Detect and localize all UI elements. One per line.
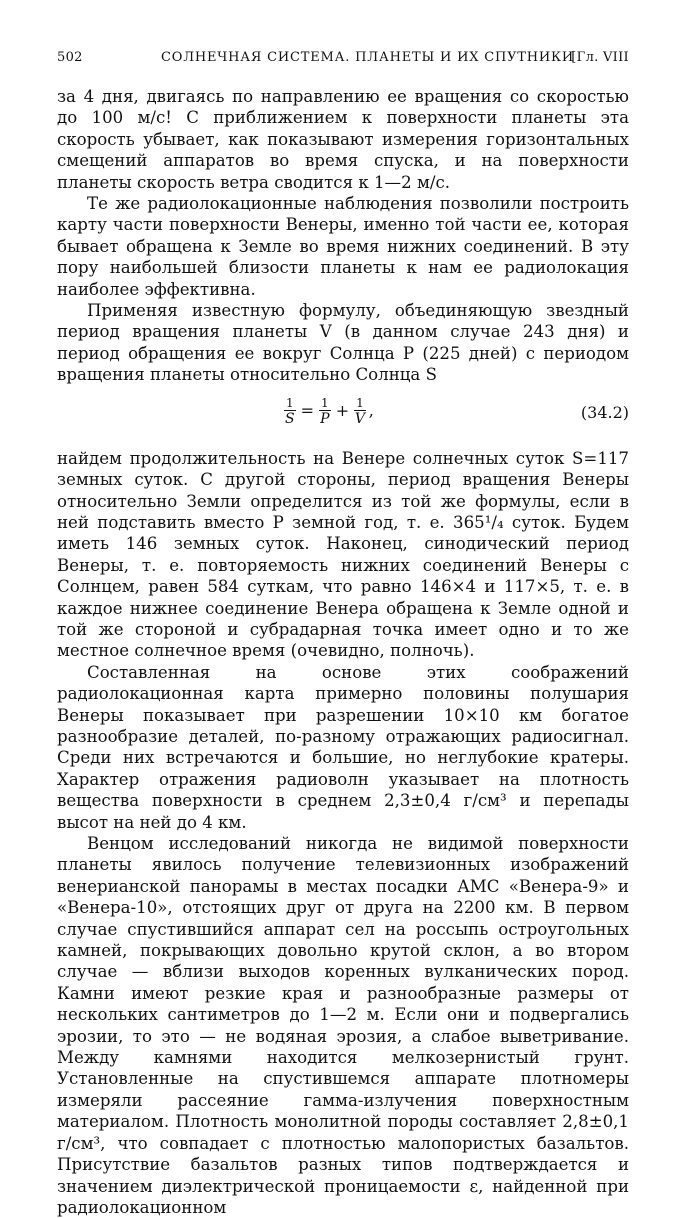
- equals-sign: =: [300, 401, 315, 421]
- paragraph: Те же радиолокационные наблюдения позволили построить карту части поверхности Венеры, именно той части ее, которая бывает обращена к Земле во время нижних соединений. В эту пору наибольшей близости планеты к нам ее радиолокация наиболее эффективна.: [57, 194, 629, 299]
- fraction-1-over-P: [319, 396, 331, 427]
- formula-34-2: [57, 390, 629, 442]
- page-number: 502: [57, 50, 83, 65]
- comma: ,: [368, 401, 374, 421]
- paragraph: Венцом исследований никогда не видимой поверхности планеты явилось получение телевизионных изображений венерианской панорамы в местах посадки АМС «Венера-9» и «Венера-10», отстоящих друг от друга на 2200 км. В первом случае спустившийся аппарат сел на россыпь остроугольных камней, покрывающих довольно крутой склон, а во втором случае — вблизи выходов коренных вулканических пород. Камни имеют резкие края и разнообразные размеры от нескольких сантиметров до 1—2 м. Если они и подвергались эрозии, то это — не водяная эрозия, а слабое выветривание. Между камнями находится мелкозернистый грунт. Установленные на спустившемся аппарате плотномеры измеряли рассеяние гамма-излучения поверхностным материалом. Плотность монолитной породы составляет 2,8±0,1 г/см³, что совпадает с плотностью малопористых базальтов. Присутствие базальтов разных типов подтверждается и значением диэлектрической проницаемости ε, найденной при радиолокационном: [57, 834, 629, 1217]
- page-body: [57, 86, 629, 1218]
- fraction-1-over-V: [354, 396, 366, 427]
- numerator: 1: [286, 395, 294, 410]
- running-title: СОЛНЕЧНАЯ СИСТЕМА. ПЛАНЕТЫ И ИХ СПУТНИКИ: [161, 50, 575, 65]
- chapter-marker: [Гл. VIII: [571, 50, 629, 65]
- denominator: P: [320, 410, 330, 427]
- formula-expression: [282, 396, 377, 427]
- paragraph: Составленная на основе этих соображений радиолокационная карта примерно половины полушария Венеры показывает при разрешении 10×10 км богатое разнообразие деталей, по-разному отражающих радиосигнал. Среди них встречаются и большие, но неглубокие кратеры. Характер отражения радиоволн указывает на плотность вещества поверхности в среднем 2,3±0,4 г/см³ и перепады высот на ней до 4 км.: [57, 662, 629, 832]
- equation-number: (34.2): [580, 402, 629, 422]
- numerator: 1: [356, 395, 364, 410]
- denominator: S: [285, 410, 295, 427]
- fraction-1-over-S: [284, 396, 296, 427]
- plus-sign: +: [335, 401, 350, 421]
- numerator: 1: [321, 395, 329, 410]
- paragraph: найдем продолжительность на Венере солнечных суток S=117 земных суток. С другой стороны, период вращения Венеры относительно Земли определится из той же формулы, если в ней подставить вместо P земной год, т. е. 365¹/₄ суток. Будем иметь 146 земных суток. Наконец, синодический период Венеры, т. е. повторяемость нижних соединений Венеры с Солнцем, равен 584 суткам, что равно 146×4 и 117×5, т. е. в каждое нижнее соединение Венера обращена к Земле одной и той же стороной и субрадарная точка имеет одно и то же местное солнечное время (очевидно, полночь).: [57, 448, 629, 661]
- denominator: V: [354, 410, 365, 427]
- running-header: [57, 50, 629, 72]
- paragraph: за 4 дня, двигаясь по направлению ее вращения со скоростью до 100 м/с! С приближением к поверхности планеты эта скорость убывает, как показывают измерения горизонтальных смещений аппаратов во время спуска, и на поверхности планеты скорость ветра сводится к 1—2 м/с.: [57, 87, 629, 192]
- paragraph: Применяя известную формулу, объединяющую звездный период вращения планеты V (в данном случае 243 дня) и период обращения ее вокруг Солнца P (225 дней) с периодом вращения планеты относительно Солнца S: [57, 301, 629, 385]
